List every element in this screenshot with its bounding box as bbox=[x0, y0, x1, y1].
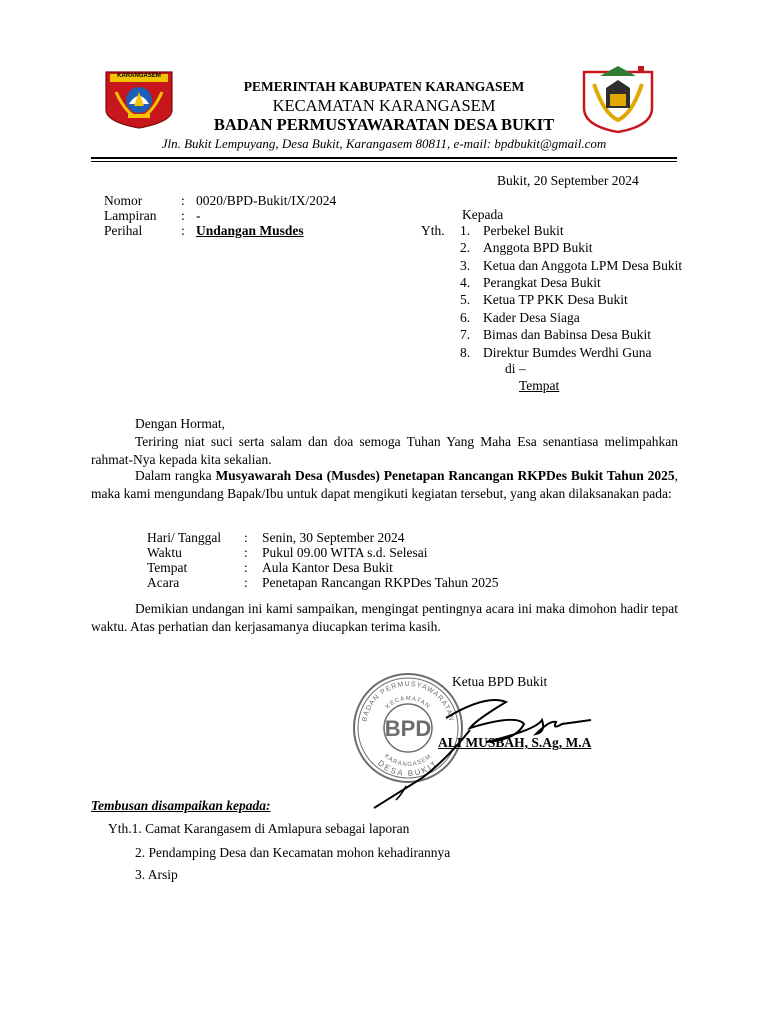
kepada-label: Kepada bbox=[462, 207, 504, 222]
perihal-value: Undangan Musdes bbox=[196, 223, 304, 238]
recipient-num: 4. bbox=[460, 275, 471, 290]
recipient-num: 6. bbox=[460, 310, 471, 325]
cc-item: 2. Pendamping Desa dan Kecamatan mohon kehadirannya bbox=[135, 845, 451, 860]
nomor-value: 0020/BPD-Bukit/IX/2024 bbox=[196, 193, 337, 208]
event-colon: : bbox=[244, 530, 248, 545]
lampiran-value: - bbox=[196, 208, 201, 223]
recipient-item: Ketua TP PKK Desa Bukit bbox=[483, 292, 628, 307]
paragraph-invitation bbox=[91, 467, 678, 502]
letterhead-district: KECAMATAN KARANGASEM bbox=[272, 96, 496, 115]
invitation-suffix: , maka kami mengundang Bapak/Ibu untuk dapat mengikuti kegiatan tersebut, yang akan dilaksanakan pada: bbox=[91, 468, 678, 501]
letterhead-address: Jln. Bukit Lempuyang, Desa Bukit, Karangasem 80811, e-mail: bpdbukit@gmail.com bbox=[161, 136, 607, 151]
event-value: Penetapan Rancangan RKPDes Tahun 2025 bbox=[262, 575, 499, 590]
signatory-name: ALI MUSBAH, S.Ag, M.A bbox=[438, 735, 592, 750]
event-label: Acara bbox=[147, 575, 180, 590]
cc-item: 3. Arsip bbox=[135, 867, 178, 882]
event-value: Pukul 09.00 WITA s.d. Selesai bbox=[262, 545, 428, 560]
di-label: di – bbox=[505, 361, 526, 376]
event-label: Waktu bbox=[147, 545, 182, 560]
event-label: Tempat bbox=[147, 560, 188, 575]
stamp-bottom1-text: KARANGASEM bbox=[382, 753, 434, 769]
letterhead-government: PEMERINTAH KABUPATEN KARANGASEM bbox=[243, 79, 525, 94]
recipient-item: Bimas dan Babinsa Desa Bukit bbox=[483, 327, 651, 342]
recipient-num: 7. bbox=[460, 327, 471, 342]
recipient-item: Ketua dan Anggota LPM Desa Bukit bbox=[483, 258, 683, 273]
regency-logo-text: KARANGASEM bbox=[117, 73, 161, 79]
perihal-label: Perihal bbox=[104, 223, 143, 238]
signatory-title: Ketua BPD Bukit bbox=[452, 674, 548, 689]
stamp-bottom2-text: DESA BUKIT bbox=[376, 758, 440, 779]
recipient-num: 5. bbox=[460, 292, 471, 307]
invitation-event-name: Musyawarah Desa (Musdes) Penetapan Rancangan RKPDes Bukit Tahun 2025 bbox=[215, 468, 675, 483]
letterhead-divider bbox=[91, 157, 677, 159]
recipient-item: Direktur Bumdes Werdhi Guna bbox=[483, 345, 652, 360]
cc-heading: Tembusan disampaikan kepada: bbox=[91, 798, 271, 813]
event-value: Senin, 30 September 2024 bbox=[262, 530, 405, 545]
recipient-num: 2. bbox=[460, 240, 471, 255]
event-value: Aula Kantor Desa Bukit bbox=[262, 560, 393, 575]
lampiran-colon: : bbox=[181, 208, 185, 223]
recipient-item: Kader Desa Siaga bbox=[483, 310, 580, 325]
invitation-prefix: Dalam rangka bbox=[135, 468, 216, 483]
event-colon: : bbox=[244, 560, 248, 575]
event-label: Hari/ Tanggal bbox=[147, 530, 222, 545]
cc-item: Yth.1. Camat Karangasem di Amlapura sebagai laporan bbox=[108, 821, 410, 836]
paragraph-opening bbox=[91, 433, 678, 468]
recipient-item: Perbekel Bukit bbox=[483, 223, 564, 238]
recipient-num: 8. bbox=[460, 345, 471, 360]
lampiran-label: Lampiran bbox=[104, 208, 157, 223]
event-colon: : bbox=[244, 575, 248, 590]
letterhead-divider-thin bbox=[91, 161, 677, 162]
recipient-item: Perangkat Desa Bukit bbox=[483, 275, 601, 290]
paragraph-opening-text: Teriring niat suci serta salam dan doa semoga Tuhan Yang Maha Esa senantiasa melimpahkan rahmat-Nya kepada kita sekalian. bbox=[91, 434, 678, 467]
paragraph-closing-text: Demikian undangan ini kami sampaikan, mengingat pentingnya acara ini maka dimohon hadir tepat waktu. Atas perhatian dan kerjasamanya diucapkan terima kasih. bbox=[91, 601, 678, 634]
stamp-center-text: BPD bbox=[384, 716, 432, 741]
nomor-label: Nomor bbox=[104, 193, 143, 208]
recipient-num: 3. bbox=[460, 258, 471, 273]
yth-label: Yth. bbox=[421, 223, 445, 238]
greeting: Dengan Hormat, bbox=[135, 416, 225, 431]
nomor-colon: : bbox=[181, 193, 185, 208]
stamp-top-text: BADAN PERMUSYAWARATAN bbox=[361, 680, 455, 723]
letter-date: Bukit, 20 September 2024 bbox=[497, 173, 639, 188]
recipient-num: 1. bbox=[460, 223, 471, 238]
event-colon: : bbox=[244, 545, 248, 560]
tempat-label: Tempat bbox=[519, 378, 560, 393]
stamp-mid-text: KECAMATAN bbox=[384, 695, 432, 711]
letterhead-council: BADAN PERMUSYAWARATAN DESA BUKIT bbox=[213, 115, 555, 134]
recipient-item: Anggota BPD Bukit bbox=[483, 240, 593, 255]
paragraph-closing bbox=[91, 600, 678, 636]
perihal-colon: : bbox=[181, 223, 185, 238]
